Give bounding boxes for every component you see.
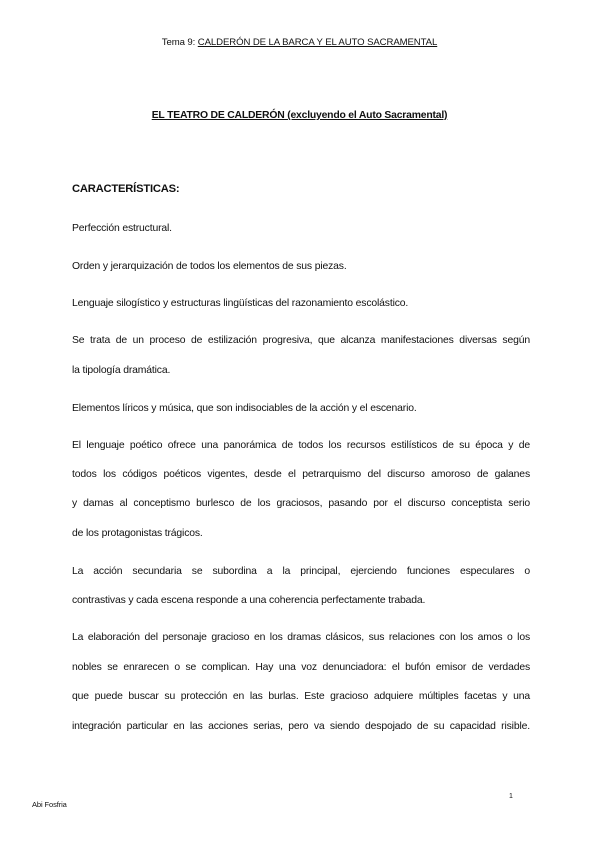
- paragraph-line: Orden y jerarquización de todos los elementos de sus piezas.: [72, 261, 347, 272]
- page-header: [0, 37, 599, 48]
- section-title: EL TEATRO DE CALDERÓN (excluyendo el Auto Sacramental): [151, 110, 448, 121]
- paragraph-line: que puede buscar su protección en las burlas. Este gracioso adquiere múltiples facetas y una: [72, 691, 530, 702]
- header-title: CALDERÓN DE LA BARCA Y EL AUTO SACRAMENTAL: [197, 37, 438, 48]
- header-prefix: Tema 9:: [161, 37, 198, 48]
- paragraph-line: contrastivas y cada escena responde a una coherencia perfectamente trabada.: [72, 595, 426, 606]
- page-number: 1: [509, 793, 513, 800]
- paragraph-line: Perfección estructural.: [72, 223, 172, 234]
- paragraph-line: Se trata de un proceso de estilización progresiva, que alcanza manifestaciones diversas según: [72, 335, 530, 346]
- paragraph-line: y damas al conceptismo burlesco de los graciosos, pasando por el discurso conceptista serio: [72, 498, 530, 509]
- paragraph-line: La elaboración del personaje gracioso en los dramas clásicos, sus relaciones con los amos o los: [72, 632, 530, 643]
- paragraph-line: Elementos líricos y música, que son indisociables de la acción y el escenario.: [72, 403, 417, 414]
- paragraph-line: Lenguaje silogístico y estructuras lingüísticas del razonamiento escolástico.: [72, 298, 409, 309]
- paragraph-line: todos los códigos poéticos vigentes, desde el petrarquismo del discurso amoroso de galanes: [72, 469, 530, 480]
- paragraph-line: La acción secundaria se subordina a la principal, ejerciendo funciones especulares o: [72, 566, 530, 577]
- paragraph-line: integración particular en las acciones serias, pero va siendo despojado de su capacidad risible.: [72, 721, 530, 732]
- paragraph-line: de los protagonistas trágicos.: [72, 528, 203, 539]
- characteristics-heading: CARACTERÍSTICAS:: [72, 183, 180, 195]
- paragraph-line: El lenguaje poético ofrece una panorámica de todos los recursos estilísticos de su época y de: [72, 440, 530, 451]
- paragraph-line: nobles se enrarecen o se complican. Hay una voz denunciadora: el bufón emisor de verdades: [72, 662, 530, 673]
- footer-author: Abi Fosfria: [32, 800, 67, 809]
- paragraph-line: la tipología dramática.: [72, 365, 171, 376]
